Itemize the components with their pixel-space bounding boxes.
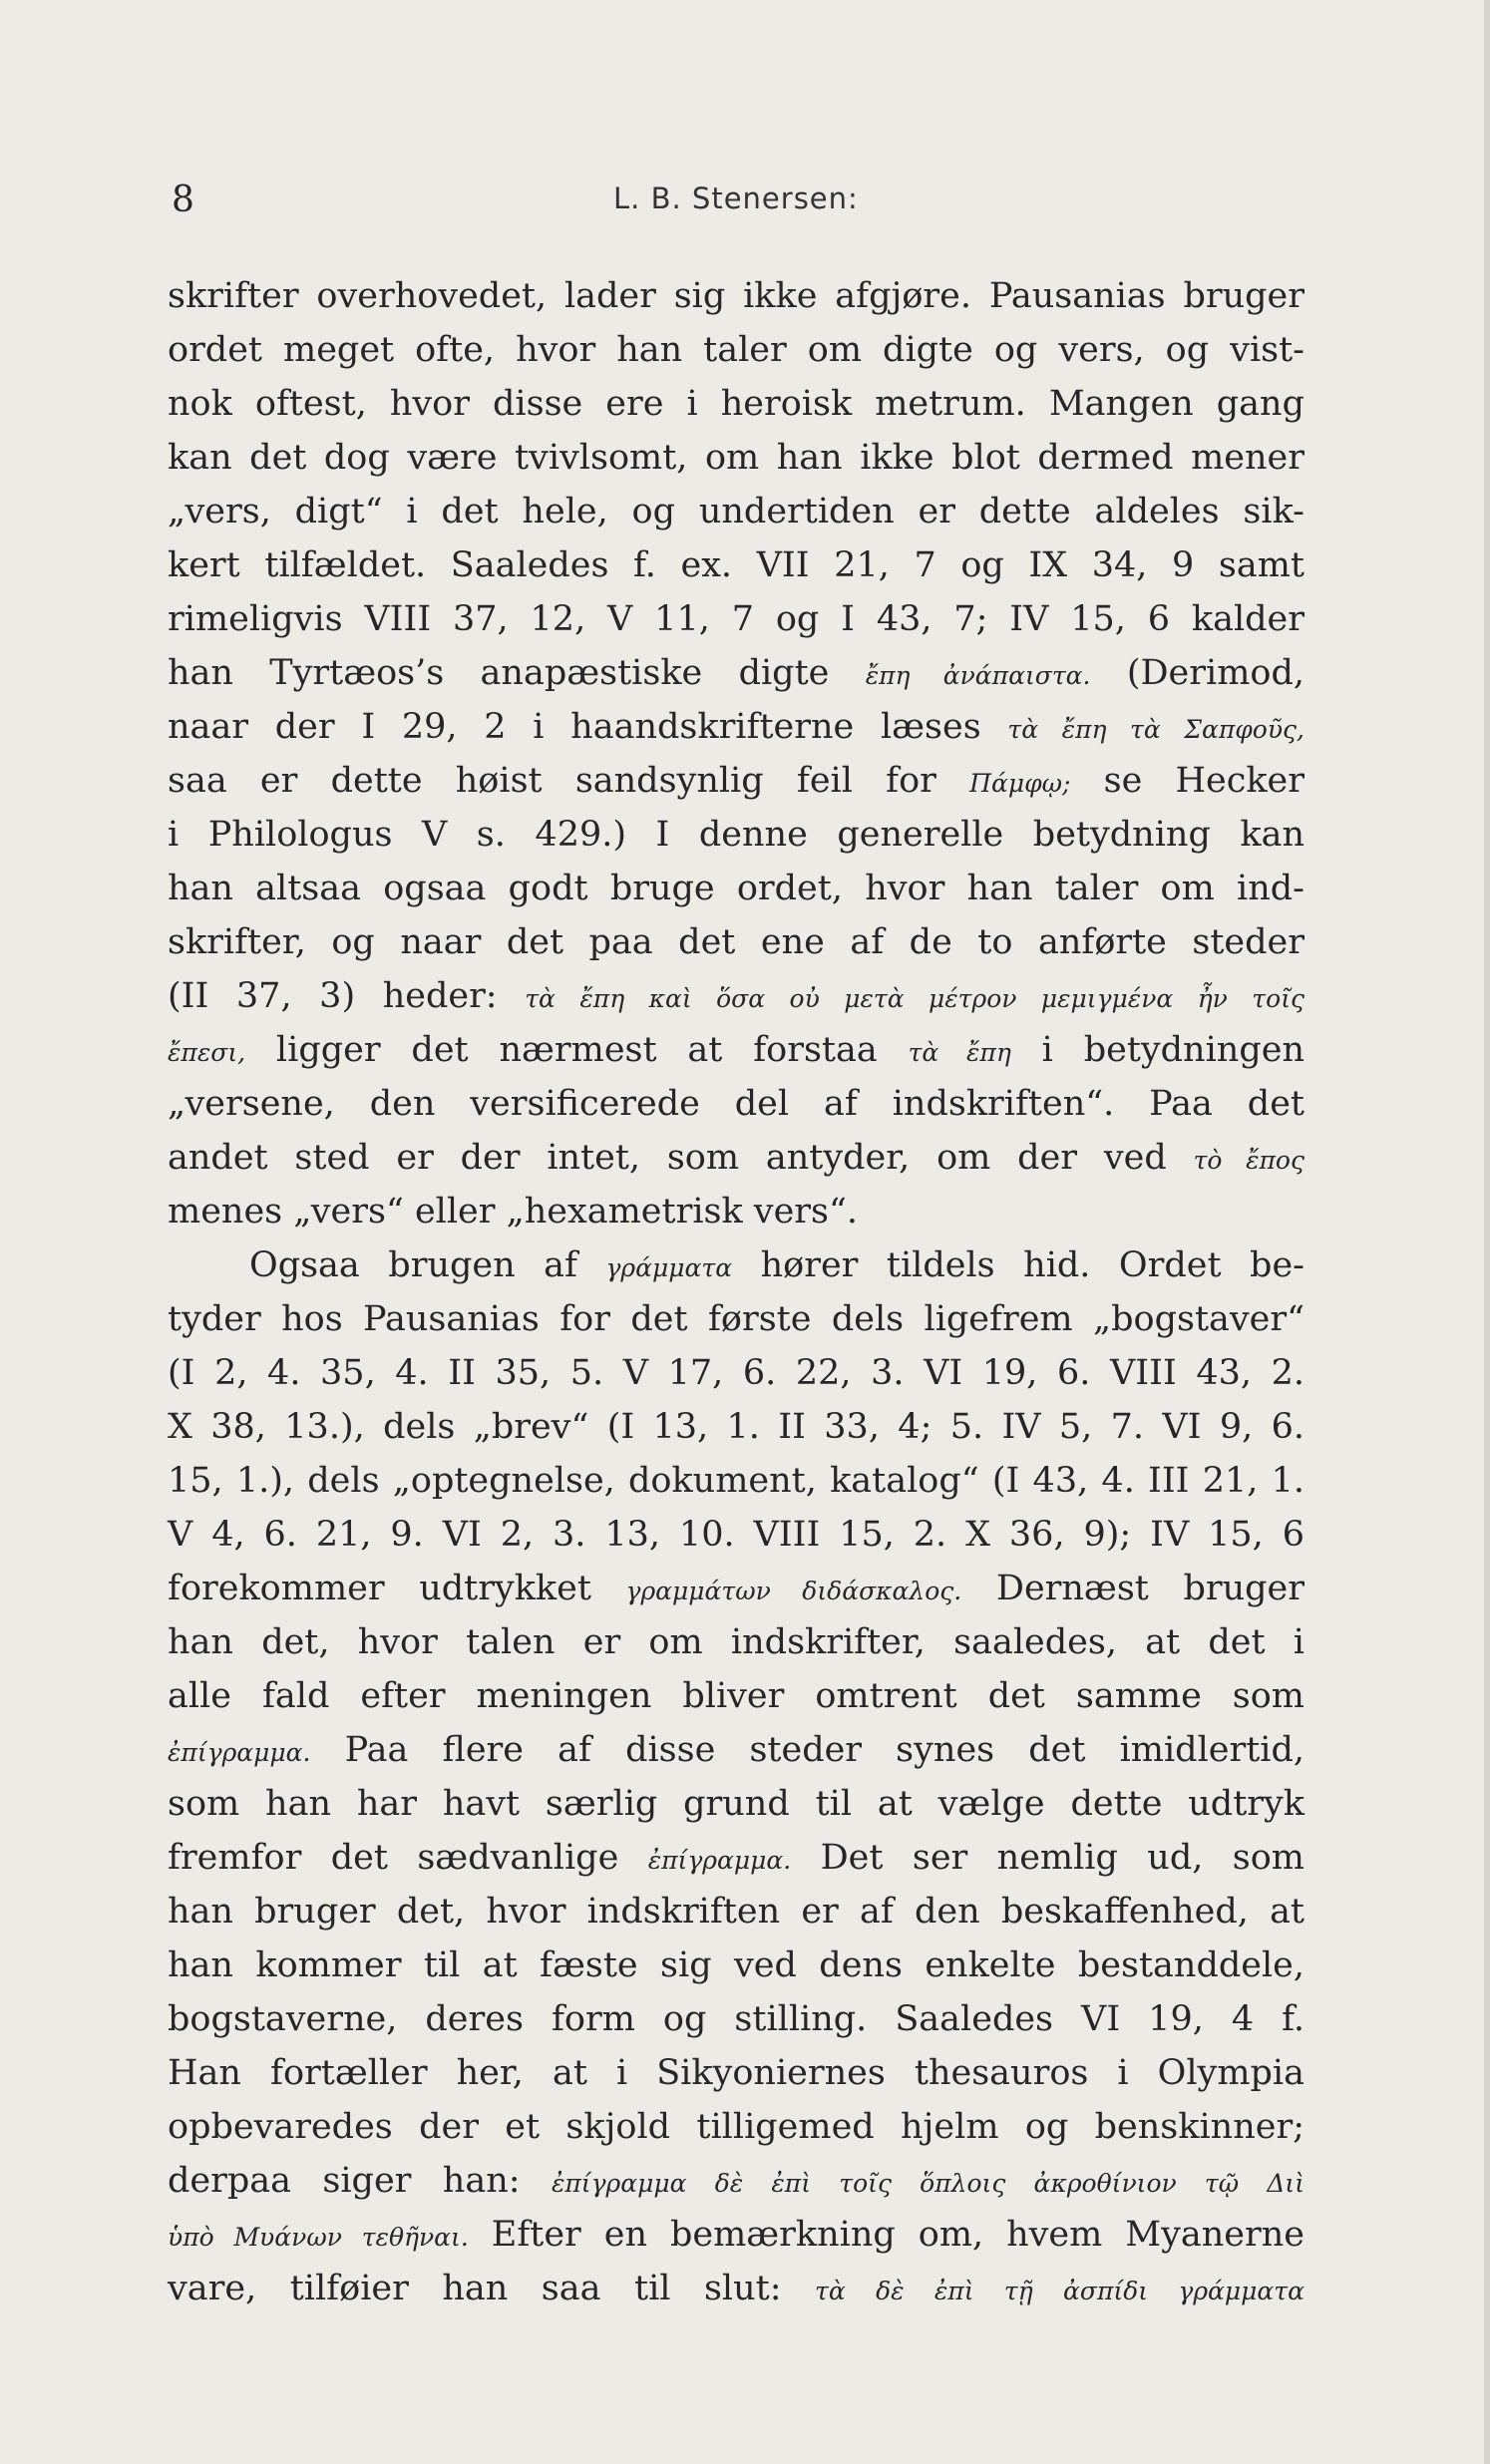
greek-phrase: ἐπίγραμμα δὲ ἐπὶ τοῖς ὅπλοις ἀκροθίνιον τῷ Διὶ xyxy=(551,2169,1304,2198)
page-number: 8 xyxy=(172,179,194,220)
text-segment: se Hecker xyxy=(1070,761,1304,801)
text-segment: han det, hvor talen er om indskrifter, saaledes, at det i xyxy=(168,1622,1304,1662)
text-segment: opbevaredes der et skjold tilligemed hjelm og benskinner; xyxy=(168,2107,1304,2147)
text-segment: V 4, 6. 21, 9. VI 2, 3. 13, 10. VIII 15, 2. X 36, 9); IV 15, 6 xyxy=(168,1515,1304,1555)
text-line xyxy=(168,1885,1304,1938)
text-segment: alle fald efter meningen bliver omtrent det samme som xyxy=(168,1676,1304,1716)
greek-phrase: τὰ ἔπη xyxy=(908,1038,1011,1067)
greek-phrase: τὸ ἔπος xyxy=(1193,1146,1304,1175)
text-line xyxy=(168,1615,1304,1669)
text-line xyxy=(168,323,1304,377)
text-line xyxy=(168,1777,1304,1831)
text-line xyxy=(168,1992,1304,2046)
text-segment: saa er dette høist sandsynlig feil for xyxy=(168,761,970,801)
text-line xyxy=(168,1508,1304,1562)
text-segment: naar der I 29, 2 i haandskrifterne læses xyxy=(168,707,1008,747)
text-segment: vare, tilføier han saa til slut: xyxy=(168,2269,816,2308)
text-line xyxy=(168,1723,1304,1777)
greek-phrase: Πάμφῳ; xyxy=(969,769,1071,798)
greek-phrase: τὰ δὲ ἐπὶ τῇ ἀσπίδι γράμματα xyxy=(815,2277,1304,2305)
text-line xyxy=(168,1292,1304,1346)
text-line xyxy=(168,2154,1304,2208)
text-line xyxy=(168,485,1304,538)
text-segment: som han har havt særlig grund til at vælge dette udtryk xyxy=(168,1784,1304,1824)
text-segment: han altsaa ogsaa godt bruge ordet, hvor han taler om ind- xyxy=(168,869,1304,908)
text-segment: Paa flere af disse steder synes det imidlertid, xyxy=(310,1730,1304,1770)
text-segment: tyder hos Pausanias for det første dels ligefrem „bogstaver“ xyxy=(168,1299,1304,1339)
text-line xyxy=(168,1454,1304,1508)
text-segment: Det ser nemlig ud, som xyxy=(791,1838,1305,1878)
text-line xyxy=(168,377,1304,431)
greek-phrase: ἔπεσι, xyxy=(168,1038,246,1067)
text-line xyxy=(168,1938,1304,1992)
text-line xyxy=(168,2262,1304,2315)
page-edge xyxy=(1484,0,1490,2464)
text-segment: (II 37, 3) heder: xyxy=(168,976,526,1016)
greek-phrase: ὑπὸ Μυάνων τεθῆναι. xyxy=(168,2223,469,2252)
text-segment: andet sted er der intet, som antyder, om der ved xyxy=(168,1138,1194,1178)
text-segment: i Philologus V s. 429.) I denne generelle betydning kan xyxy=(168,815,1304,855)
text-line xyxy=(168,1185,1304,1238)
text-line xyxy=(168,592,1304,646)
greek-phrase: ἔπη ἀνάπαιστα. xyxy=(865,661,1091,690)
text-line xyxy=(168,808,1304,862)
text-segment: Dernæst bruger xyxy=(961,1569,1305,1608)
text-line xyxy=(168,1077,1304,1131)
text-line xyxy=(168,915,1304,969)
greek-phrase: ἐπίγραμμα. xyxy=(647,1846,792,1875)
text-segment: „vers, digt“ i det hele, og undertiden er dette aldeles sik- xyxy=(168,492,1304,531)
text-line xyxy=(168,1131,1304,1185)
text-line xyxy=(168,1831,1304,1885)
text-segment: rimeligvis VIII 37, 12, V 11, 7 og I 43, 7; IV 15, 6 kalder xyxy=(168,599,1304,639)
text-segment: hører tildels hid. Ordet be- xyxy=(732,1245,1304,1285)
text-segment: han Tyrtæos’s anapæstiske digte xyxy=(168,653,866,693)
greek-phrase: γράμματα xyxy=(605,1253,733,1282)
text-segment: skrifter, og naar det paa det ene af de to anførte steder xyxy=(168,922,1304,962)
text-line xyxy=(168,538,1304,592)
text-line xyxy=(168,431,1304,485)
text-line xyxy=(168,1023,1304,1077)
text-segment: kan det dog være tvivlsomt, om han ikke blot dermed mener xyxy=(168,438,1304,478)
text-segment: i betydningen xyxy=(1010,1030,1304,1070)
text-segment: kert tilfældet. Saaledes f. ex. VII 21, 7 og IX 34, 9 samt xyxy=(168,545,1304,585)
text-segment: skrifter overhovedet, lader sig ikke afgjøre. Pausanias bruger xyxy=(168,276,1304,316)
text-segment: nok oftest, hvor disse ere i heroisk metrum. Mangen gang xyxy=(168,384,1304,424)
text-line xyxy=(168,1669,1304,1723)
text-line xyxy=(168,646,1304,700)
text-segment: Efter en bemærkning om, hvem Myanerne xyxy=(468,2215,1304,2255)
text-segment: (Derimod, xyxy=(1090,653,1304,693)
text-segment: X 38, 13.), dels „brev“ (I 13, 1. II 33, 4; 5. IV 5, 7. VI 9, 6. xyxy=(168,1407,1304,1447)
text-line xyxy=(168,969,1304,1023)
text-segment: fremfor det sædvanlige xyxy=(168,1838,648,1878)
text-segment: bogstaverne, deres form og stilling. Saaledes VI 19, 4 f. xyxy=(168,1999,1304,2039)
text-segment: derpaa siger han: xyxy=(168,2161,552,2201)
greek-phrase: τὰ ἔπη τὰ Σαπφοῦς, xyxy=(1007,715,1304,744)
text-line xyxy=(168,700,1304,754)
text-line xyxy=(168,2046,1304,2100)
text-segment: 15, 1.), dels „optegnelse, dokument, katalog“ (I 43, 4. III 21, 1. xyxy=(168,1461,1304,1501)
text-line xyxy=(168,1400,1304,1454)
running-head: L. B. Stenersen: xyxy=(613,181,859,215)
page-header xyxy=(172,179,1308,229)
text-segment: (I 2, 4. 35, 4. II 35, 5. V 17, 6. 22, 3. VI 19, 6. VIII 43, 2. xyxy=(168,1353,1304,1393)
greek-phrase: τὰ ἔπη καὶ ὅσα οὐ μετὰ μέτρον μεμιγμένα ἦν τοῖς xyxy=(525,984,1304,1013)
text-segment: han kommer til at fæste sig ved dens enkelte bestanddele, xyxy=(168,1945,1304,1985)
text-line xyxy=(168,1346,1304,1400)
body-text xyxy=(168,269,1304,2315)
text-line xyxy=(168,1238,1304,1292)
greek-phrase: γραμμάτων διδάσκαλος. xyxy=(625,1577,962,1605)
text-segment: ordet meget ofte, hvor han taler om digte og vers, og vist- xyxy=(168,330,1304,370)
text-segment: „versene, den versificerede del af indskriften“. Paa det xyxy=(168,1084,1304,1124)
text-line xyxy=(168,754,1304,808)
text-segment: Han fortæller her, at i Sikyoniernes thesauros i Olympia xyxy=(168,2053,1304,2093)
text-line xyxy=(168,1562,1304,1615)
text-line xyxy=(168,862,1304,915)
greek-phrase: ἐπίγραμμα. xyxy=(168,1738,311,1767)
text-segment: menes „vers“ eller „hexametrisk vers“. xyxy=(168,1192,859,1232)
text-line xyxy=(168,269,1304,323)
text-line xyxy=(168,2208,1304,2262)
text-segment: Ogsaa brugen af xyxy=(249,1245,606,1285)
text-segment: ligger det nærmest at forstaa xyxy=(245,1030,909,1070)
text-segment: forekommer udtrykket xyxy=(168,1569,626,1608)
text-line xyxy=(168,2100,1304,2154)
text-segment: han bruger det, hvor indskriften er af den beskaffenhed, at xyxy=(168,1892,1304,1932)
